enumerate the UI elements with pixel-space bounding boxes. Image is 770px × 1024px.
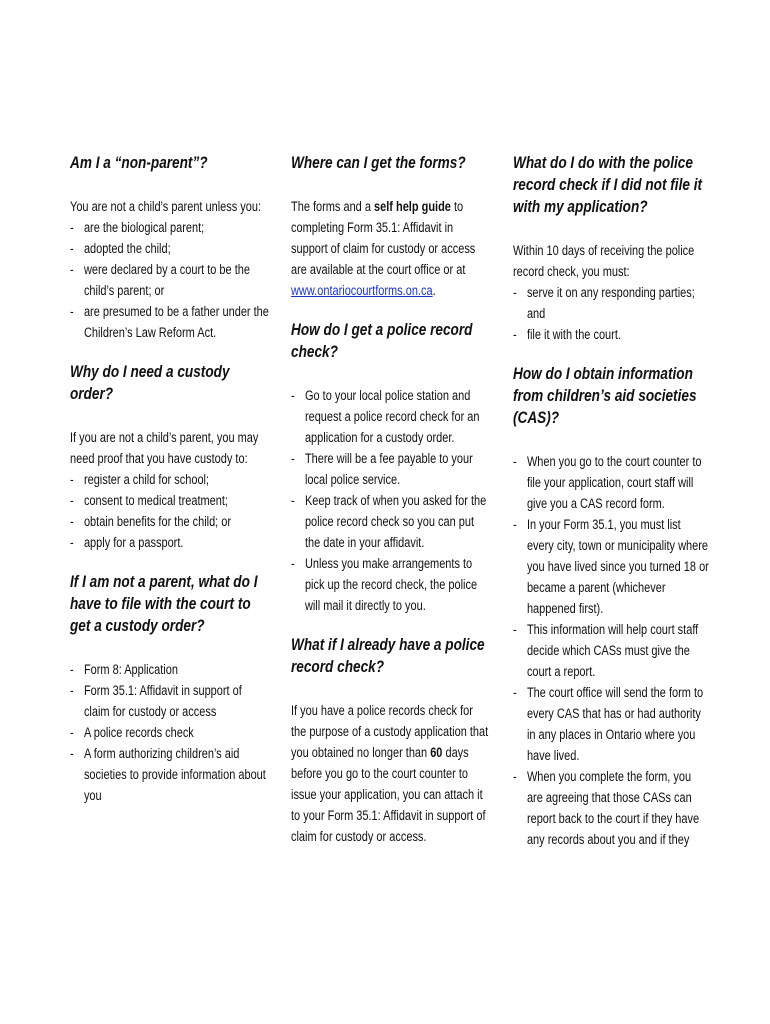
ontario-court-forms-link[interactable]: www.ontariocourtforms.on.ca	[291, 283, 433, 298]
heading-not-filed-check: What do I do with the police record check if I did not file it with my application?	[513, 153, 703, 216]
list-item: - A police records check	[70, 722, 270, 743]
list-item: - Keep track of when you asked for the police record check so you can put the date in your affidavit.	[291, 490, 489, 553]
column-2	[291, 152, 489, 847]
list-item: - Unless you make arrangements to pick up the record check, the police will mail it directly to you.	[291, 553, 489, 616]
list-item: - Form 35.1: Affidavit in support of claim for custody or access	[70, 680, 270, 722]
cas-steps	[513, 451, 709, 850]
documents-list	[70, 659, 270, 806]
already-have-check-paragraph: If you have a police records check for the purpose of a custody application that you obtained no longer than 60 days before you go to the court counter to issue your application, you can attach it to your Form 35.1: Affidavit in support of claim for custody or access.	[291, 703, 489, 844]
list-item: - were declared by a court to be the child’s parent; or	[70, 259, 270, 301]
column-3-content	[513, 152, 709, 850]
list-item: - A form authorizing children’s aid societies to provide information about you	[70, 743, 270, 806]
heading-already-have-check: What if I already have a police record check?	[291, 635, 485, 676]
self-help-guide-text: self help guide	[374, 199, 451, 214]
column-3	[513, 152, 709, 850]
why-custody-intro: If you are not a child’s parent, you may need proof that you have custody to:	[70, 430, 259, 466]
sixty-days-text: 60	[430, 745, 443, 760]
list-item: - When you complete the form, you are agreeing that those CASs can report back to the court if they have any records about you and if they	[513, 766, 709, 850]
heading-non-parent: Am I a “non-parent”?	[70, 153, 208, 172]
forms-paragraph: The forms and a self help guide to completing Form 35.1: Affidavit in support of claim for custody or access are available at the court office or at www.ontariocourtforms.on.ca.	[291, 199, 476, 298]
list-item: - The court office will send the form to every CAS that has or had authority in any places in Ontario where you have lived.	[513, 682, 709, 766]
heading-get-police-check: How do I get a police record check?	[291, 320, 473, 361]
list-item: - file it with the court.	[513, 324, 709, 345]
list-item: - serve it on any responding parties; and	[513, 282, 709, 324]
not-filed-steps	[513, 282, 709, 345]
heading-why-custody-order: Why do I need a custody order?	[70, 362, 230, 403]
list-item: - When you go to the court counter to file your application, court staff will give you a CAS record form.	[513, 451, 709, 514]
list-item: - adopted the child;	[70, 238, 270, 259]
heading-what-to-file: If I am not a parent, what do I have to file with the court to get a custody order?	[70, 572, 258, 635]
not-filed-intro: Within 10 days of receiving the police record check, you must:	[513, 243, 695, 279]
custody-purpose-list	[70, 469, 270, 553]
non-parent-intro: You are not a child’s parent unless you:	[70, 199, 262, 214]
list-item: - This information will help court staff decide which CASs must give the court a report.	[513, 619, 709, 682]
heading-cas-information: How do I obtain information from children’s aid societies (CAS)?	[513, 364, 697, 427]
column-1-content	[70, 152, 270, 806]
list-item: - Go to your local police station and request a police record check for an application for a custody order.	[291, 385, 489, 448]
list-item: - Form 8: Application	[70, 659, 270, 680]
list-item: - consent to medical treatment;	[70, 490, 270, 511]
column-2-content	[291, 152, 489, 847]
heading-where-forms: Where can I get the forms?	[291, 153, 466, 172]
column-1	[70, 152, 270, 806]
non-parent-list	[70, 217, 270, 343]
list-item: - apply for a passport.	[70, 532, 270, 553]
list-item: - are presumed to be a father under the Children’s Law Reform Act.	[70, 301, 270, 343]
list-item: - In your Form 35.1, you must list every city, town or municipality where you have lived since you turned 18 or became a parent (whichever happened first).	[513, 514, 709, 619]
list-item: - are the biological parent;	[70, 217, 270, 238]
police-check-steps	[291, 385, 489, 616]
list-item: - There will be a fee payable to your local police service.	[291, 448, 489, 490]
list-item: - register a child for school;	[70, 469, 270, 490]
list-item: - obtain benefits for the child; or	[70, 511, 270, 532]
